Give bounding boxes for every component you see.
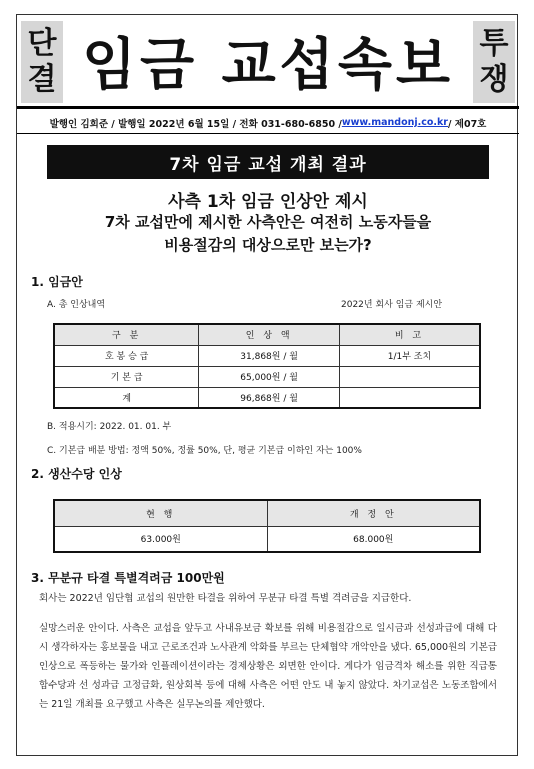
table-header-cell: 비 고 — [339, 324, 480, 345]
subsection-b: B. 적용시기: 2022. 01. 01. 부 — [47, 422, 172, 432]
issue-number: / 제07호 — [448, 118, 487, 130]
right-tag — [473, 21, 515, 103]
left-tag-char: 단 — [27, 26, 57, 61]
masthead — [17, 15, 519, 109]
headline-sub — [17, 211, 519, 257]
right-tag-char: 쟁 — [479, 62, 509, 97]
subsection-a-caption: 2022년 회사 임금 제시안 — [341, 300, 443, 310]
table-cell: 31,868원 / 월 — [199, 345, 340, 366]
table-row — [54, 387, 480, 408]
table-header-row — [54, 324, 480, 345]
table-cell: 계 — [54, 387, 199, 408]
section-title-allowance: 2. 생산수당 인상 — [31, 467, 122, 481]
bonus-statement: 회사는 2022년 임단협 교섭의 원만한 타결을 위하여 무분규 타결 특별 격려금을 지급한다. — [39, 593, 412, 604]
section-title-wage: 1. 임금안 — [31, 275, 83, 289]
table-header-cell: 구 분 — [54, 324, 199, 345]
table-cell: 1/1부 조치 — [339, 345, 480, 366]
subsection-a: A. 총 인상내역 — [47, 300, 106, 310]
newsletter-title: 임금 교섭속보 — [81, 33, 455, 98]
table-header-cell: 개 정 안 — [267, 500, 480, 526]
table-row — [54, 345, 480, 366]
article-banner: 7차 임금 교섭 개최 결과 — [47, 145, 489, 179]
left-tag-char: 결 — [27, 62, 57, 97]
publisher-text: 발행인 김희준 / 발행일 2022년 6월 15일 / 전화 031-680-6850 / — [49, 118, 342, 130]
table-cell: 68.000원 — [267, 526, 480, 552]
headline-main: 사측 1차 임금 인상안 제시 — [168, 192, 368, 212]
table-cell — [339, 366, 480, 387]
table-row — [54, 526, 480, 552]
table-cell: 65,000원 / 월 — [199, 366, 340, 387]
newsletter-page — [16, 14, 518, 756]
website-link[interactable]: www.mandonj.co.kr — [341, 117, 448, 128]
allowance-table — [53, 499, 481, 553]
commentary-paragraph: 실망스러운 안이다. 사측은 교섭을 앞두고 사내유보금 확보를 위해 비용절감으로 일시금과 선성과급에 대해 다시 생각하자는 홍보물을 내고 근로조건과 노사관계 악화를 부르는 단체협약 개악안을 냈다. 65,000원의 기본급 인상으로 폭등하는 물가와 인플레이션이라는 경제상황은 외면한 안이다. 게다가 임금격차 해소를 위한 직급통합수당과 선 성과급 고정급화, 원상회복 등에 대해 사측은 어떤 안도 내 놓지 않았다. 차기교섭은 노동조합에서는 21일 개최를 요구했고 사측은 실무논의를 제안했다. — [39, 623, 497, 710]
left-tag — [21, 21, 63, 103]
wage-table — [53, 323, 481, 409]
headline-sub-line: 7차 교섭만에 제시한 사측안은 여전히 노동자들을 — [104, 213, 432, 231]
right-tag-char: 투 — [479, 26, 509, 61]
table-cell: 기 본 급 — [54, 366, 199, 387]
publication-info — [17, 112, 519, 134]
table-cell: 호 봉 승 급 — [54, 345, 199, 366]
table-row — [54, 366, 480, 387]
table-cell — [339, 387, 480, 408]
subsection-c: C. 기본급 배분 방법: 정액 50%, 정률 50%, 단, 평균 기본급 이하인 자는 100% — [47, 446, 362, 456]
table-cell: 63.000원 — [54, 526, 267, 552]
headline-sub-line: 비용절감의 대상으로만 보는가? — [164, 236, 372, 254]
table-header-cell: 현 행 — [54, 500, 267, 526]
table-header-cell: 인 상 액 — [199, 324, 340, 345]
table-cell: 96,868원 / 월 — [199, 387, 340, 408]
table-header-row — [54, 500, 480, 526]
section-title-bonus: 3. 무분규 타결 특별격려금 100만원 — [31, 571, 225, 585]
